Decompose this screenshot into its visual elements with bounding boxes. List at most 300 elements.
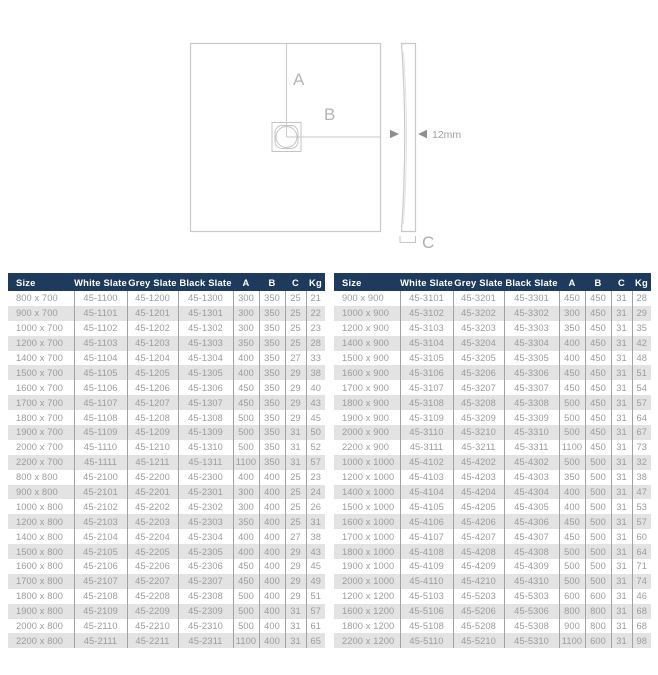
- data-cell: 350: [233, 336, 259, 351]
- data-cell: 45-2209: [127, 604, 178, 619]
- table-row: [8, 336, 325, 351]
- data-cell: 45-3303: [504, 321, 559, 336]
- data-cell: 450: [559, 380, 585, 395]
- data-cell: 450: [585, 380, 611, 395]
- data-cell: 29: [285, 410, 306, 425]
- data-cell: 45-5310: [504, 633, 559, 648]
- data-cell: 450: [585, 410, 611, 425]
- data-cell: 45-3204: [453, 336, 504, 351]
- data-cell: 31: [285, 619, 306, 634]
- data-cell: 45-1201: [127, 306, 178, 321]
- data-cell: 45-2100: [74, 470, 127, 485]
- data-cell: 45-1104: [74, 351, 127, 366]
- data-cell: 400: [559, 336, 585, 351]
- size-cell: 1000 x 700: [16, 323, 64, 334]
- data-cell: 22: [306, 306, 325, 321]
- data-cell: 52: [306, 440, 325, 455]
- data-cell: 45-2200: [127, 470, 178, 485]
- data-cell: 45-1303: [178, 336, 233, 351]
- data-cell: 400: [259, 633, 285, 648]
- table-row: [334, 589, 651, 604]
- data-cell: 71: [632, 559, 651, 574]
- data-cell: 38: [306, 365, 325, 380]
- data-cell: 400: [233, 365, 259, 380]
- data-cell: 45-4208: [453, 544, 504, 559]
- data-cell: 300: [233, 321, 259, 336]
- size-cell: 900 x 900: [342, 293, 384, 304]
- data-cell: 42: [632, 336, 651, 351]
- data-cell: 45-3304: [504, 336, 559, 351]
- data-cell: 45-2307: [178, 574, 233, 589]
- size-cell: 1800 x 800: [16, 591, 64, 602]
- data-cell: 45: [306, 410, 325, 425]
- data-cell: 31: [285, 455, 306, 470]
- data-cell: 400: [259, 544, 285, 559]
- data-cell: 45-1309: [178, 425, 233, 440]
- column-header-white-slate: White Slate: [74, 273, 127, 291]
- table-row: [8, 455, 325, 470]
- size-cell: 1000 x 900: [342, 308, 390, 319]
- data-cell: 25: [285, 499, 306, 514]
- size-cell: 1900 x 700: [16, 427, 64, 438]
- data-cell: 400: [233, 529, 259, 544]
- data-cell: 45-1311: [178, 455, 233, 470]
- data-cell: 450: [233, 395, 259, 410]
- table-row: [8, 380, 325, 395]
- data-cell: 43: [306, 395, 325, 410]
- table-row: [8, 306, 325, 321]
- data-cell: 27: [285, 351, 306, 366]
- table-row: [8, 395, 325, 410]
- data-cell: 45-5110: [400, 633, 453, 648]
- data-cell: 450: [233, 559, 259, 574]
- size-cell: 1400 x 700: [16, 353, 64, 363]
- data-cell: 45-1102: [74, 321, 127, 336]
- data-cell: 45-3206: [453, 365, 504, 380]
- data-cell: 500: [559, 395, 585, 410]
- size-cell: 1800 x 900: [342, 397, 390, 408]
- data-cell: 45-1208: [127, 410, 178, 425]
- data-cell: 45-4204: [453, 485, 504, 500]
- data-cell: 25: [285, 470, 306, 485]
- data-cell: 29: [285, 365, 306, 380]
- data-cell: 400: [259, 499, 285, 514]
- data-cell: 45-3305: [504, 351, 559, 366]
- data-cell: 45-3301: [504, 291, 559, 306]
- data-cell: 800: [585, 619, 611, 634]
- data-cell: 450: [585, 440, 611, 455]
- table-row: [334, 410, 651, 425]
- data-cell: 500: [233, 604, 259, 619]
- data-cell: 400: [259, 619, 285, 634]
- data-cell: 61: [306, 619, 325, 634]
- table-row: [334, 470, 651, 485]
- size-cell: 1700 x 800: [16, 576, 64, 587]
- data-cell: 45-3207: [453, 380, 504, 395]
- data-cell: 68: [632, 604, 651, 619]
- data-cell: 45-4207: [453, 529, 504, 544]
- size-cell: 1600 x 1000: [342, 516, 395, 527]
- table-row: [334, 499, 651, 514]
- data-cell: 500: [585, 559, 611, 574]
- header-row: [8, 273, 325, 291]
- data-cell: 45-3102: [400, 306, 453, 321]
- size-cell: 1600 x 1200: [342, 606, 395, 617]
- data-cell: 45: [306, 559, 325, 574]
- column-header-black-slate: Black Slate: [504, 273, 559, 291]
- data-cell: 500: [559, 574, 585, 589]
- size-cell: 1400 x 1000: [342, 487, 395, 498]
- data-cell: 51: [306, 589, 325, 604]
- data-cell: 57: [306, 604, 325, 619]
- size-cell: 1200 x 1200: [342, 591, 395, 602]
- table-row: [8, 514, 325, 529]
- data-cell: 45-2206: [127, 559, 178, 574]
- data-cell: 31: [611, 499, 632, 514]
- data-cell: 350: [259, 410, 285, 425]
- data-cell: 500: [585, 499, 611, 514]
- data-cell: 350: [259, 336, 285, 351]
- data-cell: 45-1206: [127, 380, 178, 395]
- table-row: [334, 544, 651, 559]
- size-cell: 1700 x 900: [342, 382, 390, 393]
- size-cell: 2000 x 900: [342, 427, 390, 438]
- data-cell: 45-1101: [74, 306, 127, 321]
- data-cell: 45-2311: [178, 633, 233, 648]
- data-cell: 29: [285, 574, 306, 589]
- data-cell: 500: [233, 619, 259, 634]
- data-cell: 45-4110: [400, 574, 453, 589]
- data-cell: 45-3109: [400, 410, 453, 425]
- data-cell: 45-1305: [178, 365, 233, 380]
- data-cell: 45-3308: [504, 395, 559, 410]
- column-header-black-slate: Black Slate: [178, 273, 233, 291]
- data-cell: 500: [585, 470, 611, 485]
- data-cell: 45-2201: [127, 485, 178, 500]
- data-cell: 450: [585, 395, 611, 410]
- data-cell: 31: [611, 529, 632, 544]
- data-cell: 350: [259, 440, 285, 455]
- size-cell: 900 x 800: [16, 487, 58, 498]
- data-cell: 500: [559, 544, 585, 559]
- data-cell: 45-1304: [178, 351, 233, 366]
- spec-tables: [8, 273, 651, 648]
- data-cell: 350: [259, 321, 285, 336]
- data-cell: 73: [632, 440, 651, 455]
- data-cell: 45-5303: [504, 589, 559, 604]
- label-b: B: [324, 105, 336, 124]
- data-cell: 45-2205: [127, 544, 178, 559]
- data-cell: 350: [559, 470, 585, 485]
- data-cell: 350: [259, 365, 285, 380]
- data-cell: 25: [285, 321, 306, 336]
- data-cell: 45-1100: [74, 291, 127, 306]
- data-cell: 45-5106: [400, 604, 453, 619]
- data-cell: 29: [632, 306, 651, 321]
- data-cell: 31: [611, 574, 632, 589]
- data-cell: 350: [259, 395, 285, 410]
- data-cell: 49: [306, 574, 325, 589]
- size-cell: 1600 x 800: [16, 561, 64, 572]
- data-cell: 45-4108: [400, 544, 453, 559]
- data-cell: 500: [559, 559, 585, 574]
- thickness-label: 12mm: [432, 129, 462, 141]
- label-c: C: [422, 233, 435, 252]
- data-cell: 29: [285, 559, 306, 574]
- data-cell: 45-3104: [400, 336, 453, 351]
- data-cell: 45-2309: [178, 604, 233, 619]
- data-cell: 68: [632, 619, 651, 634]
- data-cell: 45-1110: [74, 440, 127, 455]
- data-cell: 57: [632, 514, 651, 529]
- data-cell: 45-2108: [74, 589, 127, 604]
- column-header-c: C: [611, 273, 632, 291]
- table-row: [8, 291, 325, 306]
- data-cell: 45-4308: [504, 544, 559, 559]
- data-cell: 45-1302: [178, 321, 233, 336]
- table-row: [334, 455, 651, 470]
- data-cell: 350: [559, 321, 585, 336]
- size-cell: 1600 x 900: [342, 367, 390, 378]
- data-cell: 31: [611, 380, 632, 395]
- data-cell: 45-4203: [453, 470, 504, 485]
- data-cell: 600: [559, 589, 585, 604]
- data-cell: 45-3202: [453, 306, 504, 321]
- data-cell: 45-1307: [178, 395, 233, 410]
- data-cell: 350: [259, 306, 285, 321]
- data-cell: 350: [259, 351, 285, 366]
- data-cell: 400: [259, 485, 285, 500]
- data-cell: 45-1108: [74, 410, 127, 425]
- data-cell: 31: [611, 619, 632, 634]
- data-cell: 46: [632, 589, 651, 604]
- data-cell: 45-1308: [178, 410, 233, 425]
- table-row: [8, 633, 325, 648]
- data-cell: 450: [585, 365, 611, 380]
- data-cell: 45-4106: [400, 514, 453, 529]
- size-cell: 1900 x 800: [16, 606, 64, 617]
- data-cell: 31: [611, 291, 632, 306]
- data-cell: 1100: [559, 633, 585, 648]
- data-cell: 45-2210: [127, 619, 178, 634]
- size-cell: 2000 x 700: [16, 442, 64, 453]
- data-cell: 400: [559, 485, 585, 500]
- data-cell: 45-3302: [504, 306, 559, 321]
- data-cell: 31: [611, 514, 632, 529]
- data-cell: 51: [632, 365, 651, 380]
- spec-table-right: [334, 273, 651, 648]
- data-cell: 400: [259, 470, 285, 485]
- size-cell: 1900 x 1000: [342, 561, 395, 572]
- column-header-kg: Kg: [306, 273, 325, 291]
- data-cell: 45-1209: [127, 425, 178, 440]
- data-cell: 45-2109: [74, 604, 127, 619]
- data-cell: 45-2202: [127, 499, 178, 514]
- data-cell: 300: [233, 499, 259, 514]
- data-cell: 45-3310: [504, 425, 559, 440]
- data-cell: 38: [306, 529, 325, 544]
- data-cell: 45-5203: [453, 589, 504, 604]
- spec-table-left: [8, 273, 325, 648]
- data-cell: 45-4303: [504, 470, 559, 485]
- data-cell: 31: [611, 485, 632, 500]
- data-cell: 45-1202: [127, 321, 178, 336]
- data-cell: 45-5108: [400, 619, 453, 634]
- data-cell: 31: [611, 410, 632, 425]
- data-cell: 600: [585, 589, 611, 604]
- data-cell: 45-5306: [504, 604, 559, 619]
- data-cell: 64: [632, 544, 651, 559]
- data-cell: 31: [611, 470, 632, 485]
- data-cell: 45-1205: [127, 365, 178, 380]
- table-row: [334, 485, 651, 500]
- data-cell: 45-2303: [178, 514, 233, 529]
- table-row: [8, 485, 325, 500]
- data-cell: 500: [233, 589, 259, 604]
- data-cell: 800: [559, 604, 585, 619]
- data-cell: 65: [306, 633, 325, 648]
- data-cell: 350: [259, 291, 285, 306]
- table-row: [8, 425, 325, 440]
- data-cell: 25: [285, 336, 306, 351]
- data-cell: 45-3101: [400, 291, 453, 306]
- data-cell: 25: [285, 306, 306, 321]
- table-row: [334, 633, 651, 648]
- size-cell: 1000 x 800: [16, 501, 64, 512]
- table-row: [334, 351, 651, 366]
- data-cell: 45-4109: [400, 559, 453, 574]
- table-row: [8, 351, 325, 366]
- data-cell: 45-1107: [74, 395, 127, 410]
- data-cell: 64: [632, 410, 651, 425]
- data-cell: 45-2105: [74, 544, 127, 559]
- column-header-size: Size: [8, 273, 74, 291]
- data-cell: 45-2208: [127, 589, 178, 604]
- data-cell: 300: [233, 485, 259, 500]
- data-cell: 350: [259, 455, 285, 470]
- thickness-arrows: [390, 130, 427, 138]
- data-cell: 45-4210: [453, 574, 504, 589]
- data-cell: 500: [585, 529, 611, 544]
- data-cell: 45-2306: [178, 559, 233, 574]
- data-cell: 450: [585, 321, 611, 336]
- data-cell: 54: [632, 380, 651, 395]
- data-cell: 45-4302: [504, 455, 559, 470]
- data-cell: 45-1210: [127, 440, 178, 455]
- data-cell: 45-4103: [400, 470, 453, 485]
- data-cell: 31: [611, 395, 632, 410]
- data-cell: 45-3108: [400, 395, 453, 410]
- data-cell: 45-2302: [178, 499, 233, 514]
- data-cell: 45-4102: [400, 455, 453, 470]
- data-cell: 450: [559, 365, 585, 380]
- data-cell: 57: [632, 395, 651, 410]
- data-cell: 45-4310: [504, 574, 559, 589]
- table-row: [8, 529, 325, 544]
- data-cell: 45-4309: [504, 559, 559, 574]
- data-cell: 45-4206: [453, 514, 504, 529]
- size-cell: 2200 x 1200: [342, 635, 395, 646]
- data-cell: 1100: [233, 633, 259, 648]
- data-cell: 45-5208: [453, 619, 504, 634]
- diagram-svg: [0, 0, 658, 262]
- data-cell: 31: [611, 425, 632, 440]
- data-cell: 45-1203: [127, 336, 178, 351]
- data-cell: 33: [306, 351, 325, 366]
- data-cell: 45-5103: [400, 589, 453, 604]
- data-cell: 31: [611, 365, 632, 380]
- table-row: [334, 321, 651, 336]
- data-cell: 57: [306, 455, 325, 470]
- data-cell: 400: [559, 351, 585, 366]
- data-cell: 45-4105: [400, 499, 453, 514]
- data-cell: 45-3203: [453, 321, 504, 336]
- data-cell: 35: [632, 321, 651, 336]
- size-cell: 1800 x 700: [16, 412, 64, 423]
- data-cell: 45-2304: [178, 529, 233, 544]
- data-cell: 450: [585, 306, 611, 321]
- data-cell: 45-4209: [453, 559, 504, 574]
- data-cell: 38: [632, 470, 651, 485]
- data-cell: 450: [233, 380, 259, 395]
- data-cell: 45-4304: [504, 485, 559, 500]
- data-cell: 450: [233, 574, 259, 589]
- data-cell: 400: [233, 351, 259, 366]
- data-cell: 23: [306, 321, 325, 336]
- data-cell: 31: [611, 633, 632, 648]
- data-cell: 45-5206: [453, 604, 504, 619]
- data-cell: 900: [559, 619, 585, 634]
- data-cell: 31: [285, 633, 306, 648]
- table-row: [8, 544, 325, 559]
- data-cell: 27: [285, 529, 306, 544]
- data-cell: 800: [585, 604, 611, 619]
- data-cell: 500: [585, 485, 611, 500]
- data-cell: 400: [259, 529, 285, 544]
- data-cell: 45-1204: [127, 351, 178, 366]
- size-cell: 1400 x 800: [16, 531, 64, 542]
- table-row: [334, 291, 651, 306]
- size-cell: 1500 x 1000: [342, 501, 395, 512]
- data-cell: 50: [306, 425, 325, 440]
- data-cell: 98: [632, 633, 651, 648]
- size-cell: 1200 x 900: [342, 323, 390, 334]
- data-cell: 24: [306, 485, 325, 500]
- data-cell: 45-3205: [453, 351, 504, 366]
- data-cell: 45-1301: [178, 306, 233, 321]
- table-row: [334, 619, 651, 634]
- data-cell: 29: [285, 544, 306, 559]
- data-cell: 400: [559, 499, 585, 514]
- table-row: [8, 440, 325, 455]
- size-cell: 800 x 800: [16, 472, 58, 483]
- column-header-a: A: [233, 273, 259, 291]
- data-cell: 400: [259, 589, 285, 604]
- data-cell: 45-3106: [400, 365, 453, 380]
- data-cell: 300: [233, 306, 259, 321]
- data-cell: 31: [611, 351, 632, 366]
- data-cell: 31: [611, 321, 632, 336]
- column-header-a: A: [559, 273, 585, 291]
- size-cell: 1600 x 700: [16, 382, 64, 393]
- data-cell: 45-2106: [74, 559, 127, 574]
- size-cell: 2000 x 1000: [342, 576, 395, 587]
- table-row: [334, 440, 651, 455]
- data-cell: 45-1111: [74, 455, 127, 470]
- table-row: [8, 321, 325, 336]
- data-cell: 45-1103: [74, 336, 127, 351]
- data-cell: 21: [306, 291, 325, 306]
